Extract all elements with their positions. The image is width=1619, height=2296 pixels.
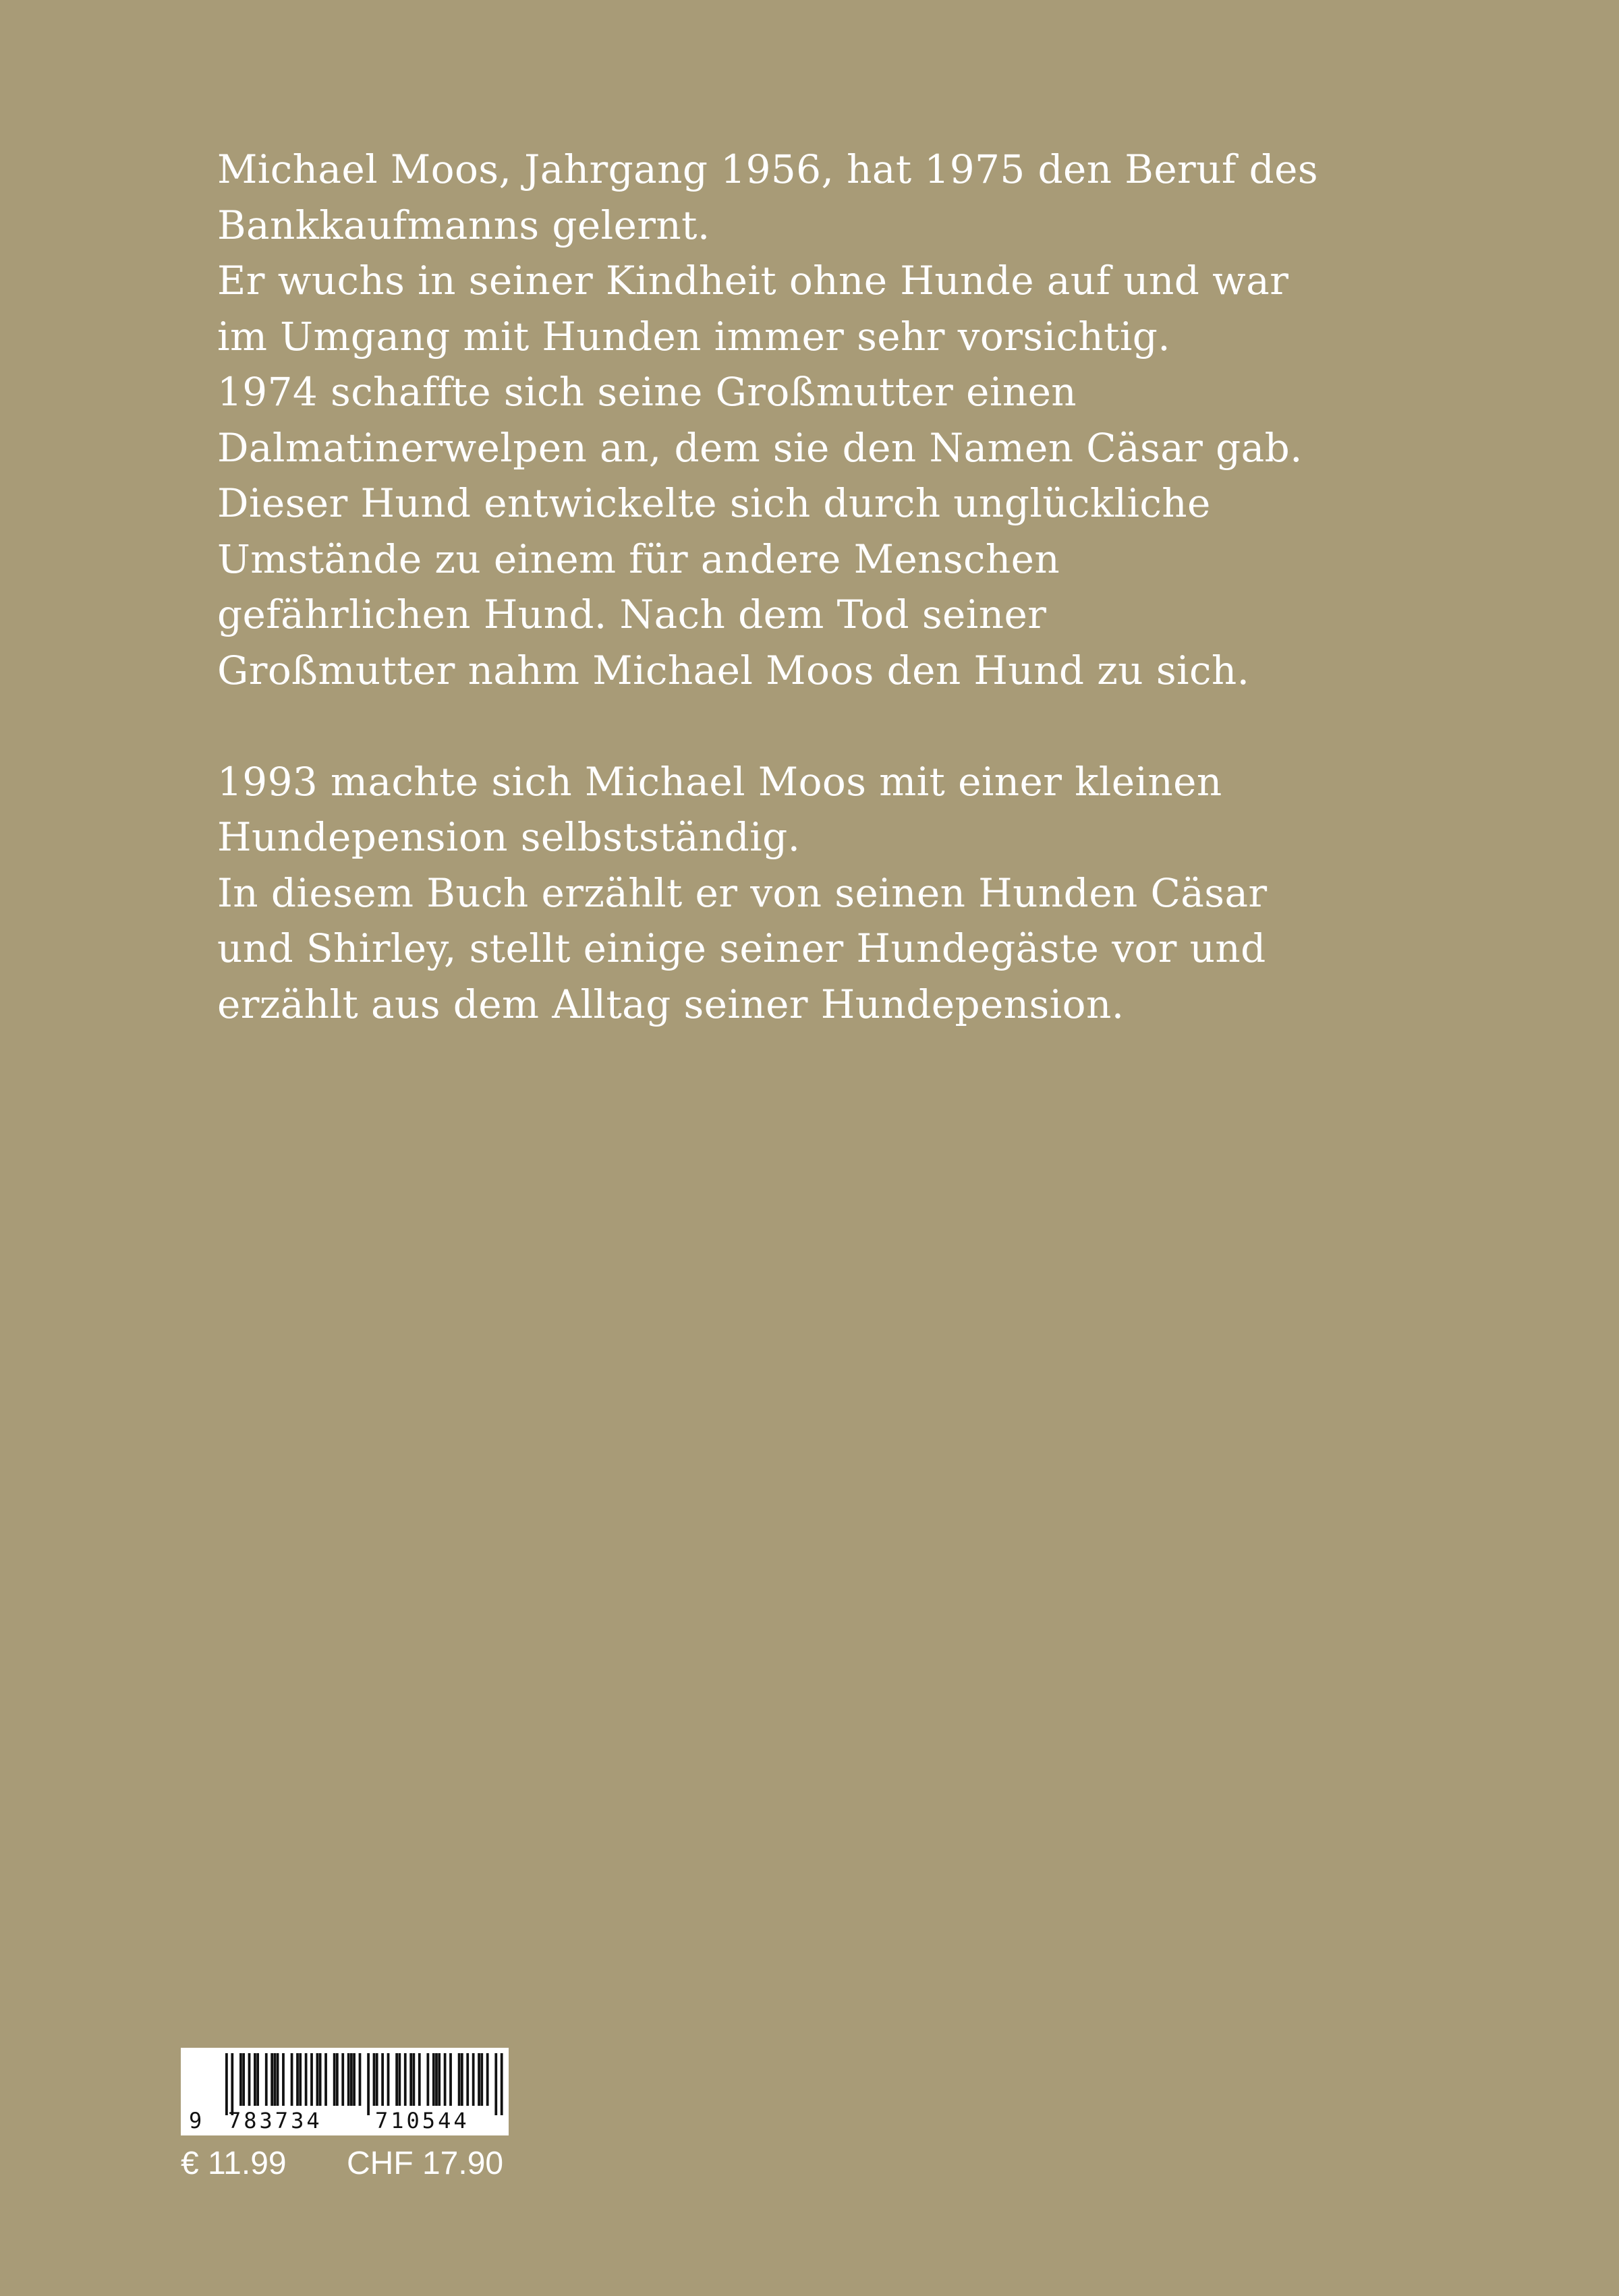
blurb-line: Bankkaufmanns gelernt.: [217, 202, 710, 248]
barcode-bar: [341, 2053, 344, 2106]
barcode-bar: [333, 2053, 336, 2106]
barcode-bar: [478, 2053, 480, 2106]
isbn-barcode: [181, 2048, 509, 2135]
barcode-bar: [395, 2053, 398, 2106]
barcode-bar: [418, 2053, 421, 2106]
barcode-bar: [367, 2053, 370, 2115]
barcode-bar: [324, 2053, 327, 2106]
barcode-bar: [282, 2053, 285, 2106]
barcode-bar: [398, 2053, 401, 2106]
barcode-bar: [461, 2053, 463, 2106]
barcode-bar: [273, 2053, 276, 2106]
barcode-bar: [291, 2053, 293, 2106]
blurb-line: Er wuchs in seiner Kindheit ohne Hunde auf und war: [217, 258, 1289, 304]
barcode-bar: [486, 2053, 489, 2106]
barcode-digits: [181, 2107, 509, 2134]
barcode-bar: [265, 2053, 268, 2106]
barcode-bar: [409, 2053, 412, 2106]
barcode-bar: [242, 2053, 245, 2106]
barcode-bar: [353, 2053, 356, 2106]
barcode-bar: [501, 2053, 503, 2115]
barcode-bar: [472, 2053, 475, 2106]
barcode-bar: [449, 2053, 452, 2106]
price-chf: CHF 17.90: [347, 2146, 504, 2181]
price-eur: € 11.99: [181, 2146, 287, 2181]
blurb-line: gefährlichen Hund. Nach dem Tod seiner: [217, 592, 1047, 637]
barcode-bar: [256, 2053, 259, 2106]
barcode-bar: [438, 2053, 441, 2106]
barcode-bar: [381, 2053, 384, 2106]
barcode-bar: [299, 2053, 302, 2106]
barcode-bar: [316, 2053, 319, 2106]
barcode-bar: [239, 2053, 242, 2106]
blurb-line: In diesem Buch erzählt er von seinen Hunden Cäsar: [217, 869, 1268, 916]
barcode-bar: [494, 2053, 497, 2115]
blurb-line: erzählt aus dem Alltag seiner Hundepension.: [217, 981, 1125, 1027]
barcode-bar: [458, 2053, 461, 2106]
blurb-line: im Umgang mit Hunden immer sehr vorsichtig.: [217, 313, 1171, 360]
barcode-bar: [277, 2053, 279, 2106]
barcode-bar: [435, 2053, 438, 2106]
barcode-bar: [347, 2053, 350, 2106]
back-cover-blurb: [217, 142, 1404, 1032]
barcode-bar: [248, 2053, 251, 2106]
barcode-bar: [336, 2053, 339, 2106]
barcode-lead-digit: 9: [189, 2108, 202, 2133]
barcode-right-group: 710544: [375, 2108, 470, 2133]
blurb-line: 1974 schaffte sich seine Großmutter einen: [217, 369, 1077, 415]
barcode-bar: [426, 2053, 429, 2106]
blurb-line: Großmutter nahm Michael Moos den Hund zu sich.: [217, 647, 1250, 693]
barcode-bar: [466, 2053, 469, 2106]
barcode-bar: [432, 2053, 435, 2106]
barcode-bar: [412, 2053, 415, 2106]
barcode-bar: [296, 2053, 299, 2106]
barcode-bar: [305, 2053, 308, 2106]
barcode-bar: [254, 2053, 256, 2106]
blurb-line: Michael Moos, Jahrgang 1956, hat 1975 den Beruf des: [217, 146, 1319, 192]
blurb-line: Umstände zu einem für andere Menschen: [217, 536, 1060, 582]
barcode-bar: [231, 2053, 233, 2115]
barcode-bar: [387, 2053, 390, 2106]
barcode-left-group: 783734: [228, 2108, 322, 2133]
barcode-bar: [373, 2053, 376, 2106]
barcode-bar: [376, 2053, 378, 2106]
blurb-line: Hundepension selbstständig.: [217, 814, 801, 860]
barcode-bar: [225, 2053, 228, 2115]
paragraph-gap: [217, 698, 1404, 754]
blurb-line: und Shirley, stellt einige seiner Hundegäste vor und: [217, 925, 1266, 971]
blurb-line: Dieser Hund entwickelte sich durch unglückliche: [217, 480, 1211, 526]
barcode-bar: [444, 2053, 447, 2106]
barcode-bar: [480, 2053, 483, 2106]
barcode-bar: [319, 2053, 322, 2106]
blurb-line: Dalmatinerwelpen an, dem sie den Namen Cäsar gab.: [217, 424, 1303, 471]
barcode-bar: [359, 2053, 362, 2106]
barcode-bar: [310, 2053, 313, 2106]
barcode-bar: [271, 2053, 273, 2106]
blurb-line: 1993 machte sich Michael Moos mit einer kleinen: [217, 758, 1222, 805]
barcode-bar: [404, 2053, 407, 2106]
barcode-bar: [350, 2053, 353, 2106]
